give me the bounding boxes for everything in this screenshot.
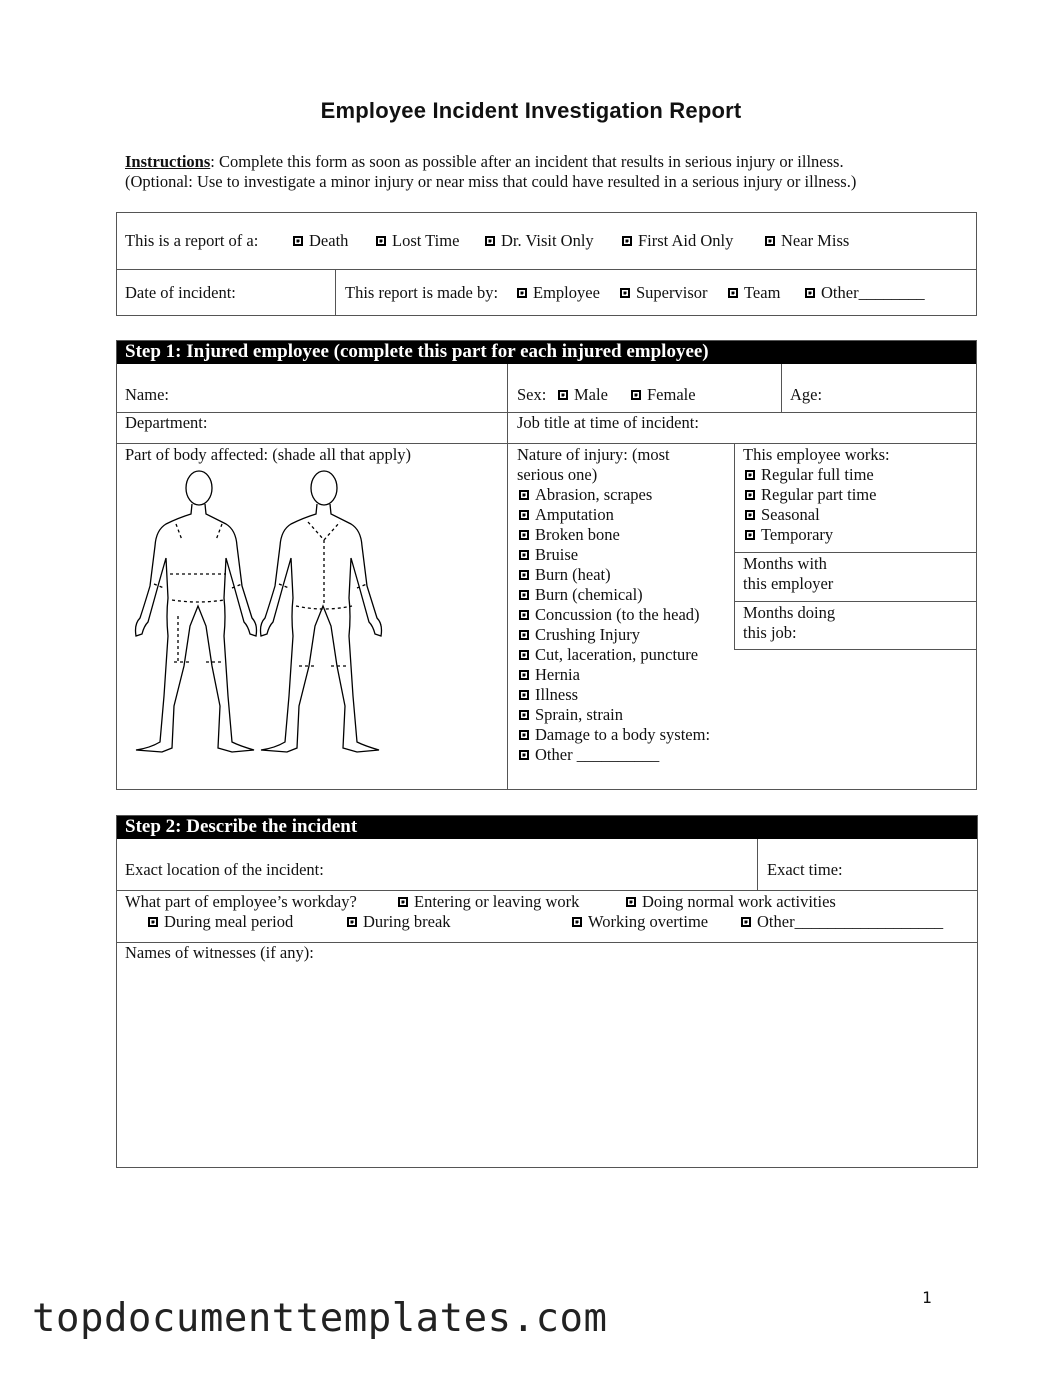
option-near-miss[interactable]: Near Miss (765, 231, 849, 251)
works-option[interactable]: Seasonal (745, 505, 876, 525)
checkbox-icon[interactable] (376, 236, 386, 246)
checkbox-icon[interactable] (519, 530, 529, 540)
option-first-aid[interactable]: First Aid Only (622, 231, 733, 251)
page-number: 1 (922, 1288, 932, 1307)
option-death[interactable]: Death (293, 231, 348, 251)
checkbox-icon[interactable] (519, 650, 529, 660)
sex-label: Sex: (517, 385, 547, 404)
nature-option[interactable]: Burn (heat) (519, 565, 710, 585)
nature-option[interactable]: Crushing Injury (519, 625, 710, 645)
divider (116, 890, 978, 891)
checkbox-icon[interactable] (745, 490, 755, 500)
checkbox-icon[interactable] (485, 236, 495, 246)
option-dr-visit[interactable]: Dr. Visit Only (485, 231, 594, 251)
checkbox-icon[interactable] (148, 917, 158, 927)
checkbox-icon[interactable] (765, 236, 775, 246)
body-part-label: Part of body affected: (shade all that apply) (125, 445, 412, 464)
option-female[interactable]: Female (631, 385, 696, 405)
nature-label-1: Nature of injury: (most (517, 445, 670, 464)
nature-option[interactable]: Damage to a body system: (519, 725, 710, 745)
instructions-label: Instructions (125, 152, 211, 171)
checkbox-icon[interactable] (398, 897, 408, 907)
divider (116, 443, 977, 444)
checkbox-icon[interactable] (626, 897, 636, 907)
option-other-workday[interactable]: Other__________________ (741, 912, 943, 932)
nature-option[interactable]: Abrasion, scrapes (519, 485, 710, 505)
body-back[interactable] (261, 471, 382, 752)
checkbox-icon[interactable] (728, 288, 738, 298)
step2-header: Step 2: Describe the incident (116, 815, 977, 839)
divider (734, 649, 977, 650)
watermark: topdocumenttemplates.com (32, 1296, 608, 1341)
divider (757, 839, 758, 890)
nature-option[interactable]: Other __________ (519, 745, 710, 765)
months-job-label-1: Months doing (743, 603, 836, 622)
checkbox-icon[interactable] (745, 530, 755, 540)
nature-option[interactable]: Hernia (519, 665, 710, 685)
checkbox-icon[interactable] (519, 550, 529, 560)
made-by-label: This report is made by: (345, 283, 499, 302)
option-employee[interactable]: Employee (517, 283, 600, 303)
checkbox-icon[interactable] (519, 510, 529, 520)
option-meal-period[interactable]: During meal period (148, 912, 293, 932)
divider (734, 552, 977, 553)
page-title: Employee Incident Investigation Report (320, 98, 742, 123)
option-team[interactable]: Team (728, 283, 780, 303)
checkbox-icon[interactable] (622, 236, 632, 246)
works-option[interactable]: Regular full time (745, 465, 876, 485)
option-break[interactable]: During break (347, 912, 451, 932)
option-lost-time[interactable]: Lost Time (376, 231, 459, 251)
months-employer-label-2: this employer (743, 574, 834, 593)
checkbox-icon[interactable] (347, 917, 357, 927)
checkbox-icon[interactable] (517, 288, 527, 298)
option-supervisor[interactable]: Supervisor (620, 283, 708, 303)
nature-of-injury-list (519, 485, 710, 765)
divider (734, 601, 977, 602)
location-label: Exact location of the incident: (125, 860, 324, 879)
nature-option[interactable]: Bruise (519, 545, 710, 565)
option-male[interactable]: Male (558, 385, 608, 405)
checkbox-icon[interactable] (519, 610, 529, 620)
age-label: Age: (790, 385, 823, 404)
nature-option[interactable]: Cut, laceration, puncture (519, 645, 710, 665)
works-label: This employee works: (743, 445, 890, 464)
step1-header: Step 1: Injured employee (complete this part for each injured employee) (116, 340, 977, 364)
checkbox-icon[interactable] (519, 630, 529, 640)
checkbox-icon[interactable] (519, 670, 529, 680)
nature-option[interactable]: Sprain, strain (519, 705, 710, 725)
nature-label-2: serious one) (517, 465, 598, 484)
body-front[interactable] (136, 471, 257, 752)
works-option[interactable]: Temporary (745, 525, 876, 545)
months-job-label-2: this job: (743, 623, 797, 642)
option-other[interactable]: Other________ (805, 283, 925, 303)
divider (335, 269, 336, 316)
checkbox-icon[interactable] (558, 390, 568, 400)
months-employer-label-1: Months with (743, 554, 827, 573)
checkbox-icon[interactable] (631, 390, 641, 400)
checkbox-icon[interactable] (741, 917, 751, 927)
report-type-label: This is a report of a: (125, 231, 259, 250)
checkbox-icon[interactable] (745, 510, 755, 520)
department-label: Department: (125, 413, 208, 432)
checkbox-icon[interactable] (519, 730, 529, 740)
checkbox-icon[interactable] (519, 690, 529, 700)
checkbox-icon[interactable] (519, 570, 529, 580)
date-of-incident-label: Date of incident: (125, 283, 236, 302)
body-diagram[interactable] (128, 466, 398, 756)
witnesses-label: Names of witnesses (if any): (125, 943, 314, 962)
nature-option[interactable]: Broken bone (519, 525, 710, 545)
nature-option[interactable]: Concussion (to the head) (519, 605, 710, 625)
checkbox-icon[interactable] (293, 236, 303, 246)
option-normal-work[interactable]: Doing normal work activities (626, 892, 836, 912)
divider (116, 269, 977, 270)
checkbox-icon[interactable] (519, 590, 529, 600)
checkbox-icon[interactable] (519, 750, 529, 760)
checkbox-icon[interactable] (572, 917, 582, 927)
nature-option[interactable]: Amputation (519, 505, 710, 525)
job-title-label: Job title at time of incident: (517, 413, 699, 432)
divider (734, 443, 735, 649)
divider (507, 364, 508, 790)
instructions (125, 152, 965, 192)
employment-type-list (745, 465, 876, 545)
nature-option[interactable]: Illness (519, 685, 710, 705)
checkbox-icon[interactable] (805, 288, 815, 298)
time-label: Exact time: (767, 860, 843, 879)
checkbox-icon[interactable] (519, 490, 529, 500)
workday-label: What part of employee’s workday? (125, 892, 357, 911)
option-overtime[interactable]: Working overtime (572, 912, 708, 932)
nature-option[interactable]: Burn (chemical) (519, 585, 710, 605)
name-label: Name: (125, 385, 169, 404)
checkbox-icon[interactable] (745, 470, 755, 480)
checkbox-icon[interactable] (620, 288, 630, 298)
divider (781, 364, 782, 412)
works-option[interactable]: Regular part time (745, 485, 876, 505)
checkbox-icon[interactable] (519, 710, 529, 720)
option-entering-leaving[interactable]: Entering or leaving work (398, 892, 579, 912)
instructions-line-1: : Complete this form as soon as possible after an incident that results in serious injury or illness. (210, 152, 844, 171)
instructions-line-2: (Optional: Use to investigate a minor injury or near miss that could have resulted in a serious injury or illness.) (125, 172, 857, 191)
